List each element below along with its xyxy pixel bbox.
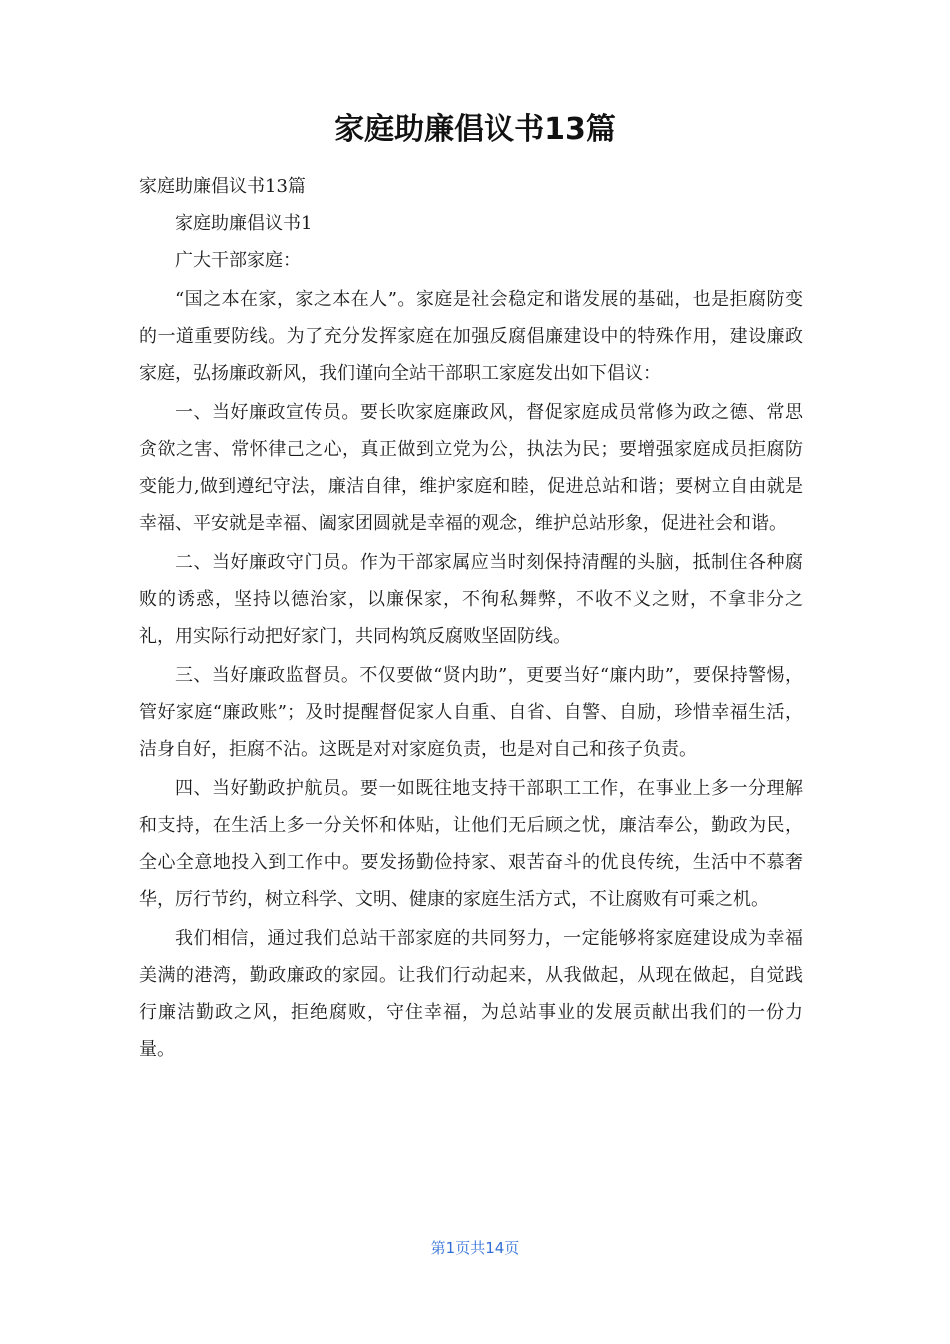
paragraph-item-4: 四、当好勤政护航员。要一如既往地支持干部职工工作，在事业上多一分理解和支持，在生活上多一分关怀和体贴，让他们无后顾之忧，廉洁奉公，勤政为民，全心全意地投入到工作中。要发扬勤俭持家、艰苦奋斗的优良传统，生活中不慕奢华，厉行节约，树立科学、文明、健康的家庭生活方式，不让腐败有可乘之机。 <box>139 778 803 910</box>
paragraph-item-3: 三、当好廉政监督员。不仅要做“贤内助”，更要当好“廉内助”，要保持警惕，管好家庭“廉政账”；及时提醒督促家人自重、自省、自警、自励，珍惜幸福生活，洁身自好，拒腐不沾。这既是对对家庭负责，也是对自己和孩子负责。 <box>139 665 803 760</box>
paragraph-intro: “国之本在家，家之本在人”。家庭是社会稳定和谐发展的基础，也是拒腐防变的一道重要防线。为了充分发挥家庭在加强反腐倡廉建设中的特殊作用，建设廉政家庭，弘扬廉政新风，我们谨向全站干部职工家庭发出如下倡议： <box>139 289 803 384</box>
document-subtitle: 家庭助廉倡议书13篇 <box>139 176 306 197</box>
section-heading: 家庭助廉倡议书1 <box>175 213 313 234</box>
page-indicator: 第1页共14页 <box>430 1239 520 1257</box>
paragraph-item-2: 二、当好廉政守门员。作为干部家属应当时刻保持清醒的头脑，抵制住各种腐败的诱惑，坚持以德治家，以廉保家，不徇私舞弊，不收不义之财，不拿非分之礼，用实际行动把好家门，共同构筑反腐败坚固防线。 <box>139 552 803 647</box>
document-body <box>139 170 803 1070</box>
document-title: 家庭助廉倡议书13篇 <box>334 112 616 147</box>
paragraph-closing: 我们相信，通过我们总站干部家庭的共同努力，一定能够将家庭建设成为幸福美满的港湾，勤政廉政的家园。让我们行动起来，从我做起，从现在做起，自觉践行廉洁勤政之风，拒绝腐败，守住幸福，为总站事业的发展贡献出我们的一份力量。 <box>139 928 803 1060</box>
salutation: 广大干部家庭： <box>175 250 301 271</box>
paragraph-item-1: 一、当好廉政宣传员。要长吹家庭廉政风，督促家庭成员常修为政之德、常思贪欲之害、常怀律己之心，真正做到立党为公，执法为民；要增强家庭成员拒腐防变能力,做到遵纪守法，廉洁自律，维护家庭和睦，促进总站和谐；要树立自由就是幸福、平安就是幸福、阖家团圆就是幸福的观念，维护总站形象，促进社会和谐。 <box>139 402 803 534</box>
